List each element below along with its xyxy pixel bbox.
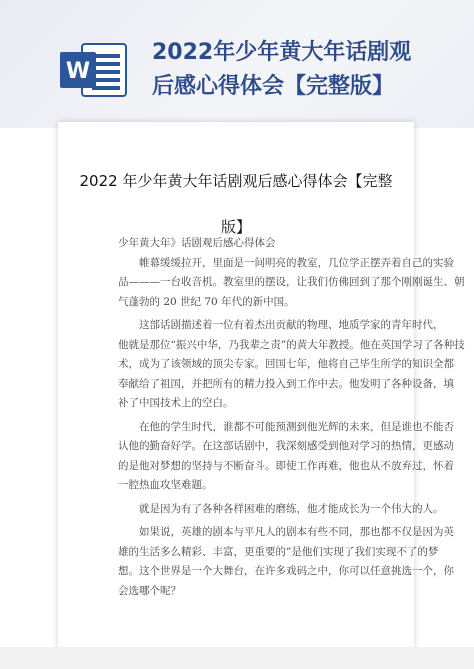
svg-text:W: W (65, 59, 91, 84)
paragraph-heading (118, 234, 402, 254)
text-line: 认他的勤奋好学。在这部话剧中，我深刻感受到他对学习的热情，更感动 (118, 440, 454, 452)
header-title (152, 36, 452, 104)
paragraph-3 (118, 418, 454, 496)
text-line: 补了中国技术上的空白。 (118, 397, 234, 409)
paragraph-4 (118, 500, 444, 520)
document-title-line-1: 2022 年少年黄大年话剧观后感心得体会【完整 (79, 172, 393, 190)
text-line: 帷幕缓缓拉开，里面是一间明亮的教室，几位学正摆弄着自己的实验 (139, 256, 454, 269)
watermark-strip (0, 647, 474, 669)
header-banner (0, 0, 474, 128)
text-line: 如果说，英雄的剧本与平凡人的剧本有些不同，那也都不仅是因为英 (139, 526, 454, 538)
document-page (58, 122, 465, 652)
text-line: 这部话剧描述着一位有着杰出贡献的物理、地质学家的青年时代， (139, 319, 444, 331)
text-line: 就是因为有了各种各样困难的磨练，他才能成长为一个伟大的人。 (139, 502, 444, 515)
text-line: 会选哪个呢？ (118, 584, 181, 597)
paragraph-2 (118, 316, 465, 414)
paragraph-1 (118, 254, 465, 313)
text-line: 雄的生活多么精彩、丰富，更重要的”是他们实现了我们实现不了的梦 (118, 545, 439, 558)
text-line: 气蓬勃的 20 世纪 70 年代的新中国。 (118, 295, 295, 308)
document-body (118, 234, 465, 601)
header-title-line-2: 后感心得体会【完整版】 (152, 74, 395, 99)
text-line: 奉献给了祖国，并把所有的精力投入到工作中去。他发明了各种设备，填 (118, 377, 454, 390)
text-line: 在他的学生时代，谁都不可能预测到他光辉的未来，但是谁也不能否 (139, 420, 454, 433)
word-document-icon (58, 40, 130, 100)
document-title-line-2: 版】 (220, 218, 251, 236)
text-line: 一腔热血攻坚难题。 (118, 479, 213, 491)
text-line: 的是他对梦想的坚持与不断奋斗。即使工作再难，他也从不放弃过，怀着 (118, 459, 454, 472)
header-title-line-1: 2022年少年黄大年话剧观 (152, 40, 412, 65)
text-line: 少年黄大年》话剧观后感心得体会 (118, 237, 276, 249)
text-line: 想。这个世界是一个大舞台，在许多戏码之中，你可以任意挑选一个，你 (118, 565, 454, 577)
text-line: 品———一台收音机。教室里的摆设，让我们仿佛回到了那个刚刚诞生、朝 (118, 276, 465, 288)
paragraph-5 (118, 523, 454, 601)
text-line: 术，成为了该领域的顶尖专家。回国七年，他将自己毕生所学的知识全都 (118, 358, 454, 370)
text-line: 他就是那位“振兴中华，乃我辈之责”的黄大年教授。他在英国学习了各种技 (118, 338, 465, 351)
